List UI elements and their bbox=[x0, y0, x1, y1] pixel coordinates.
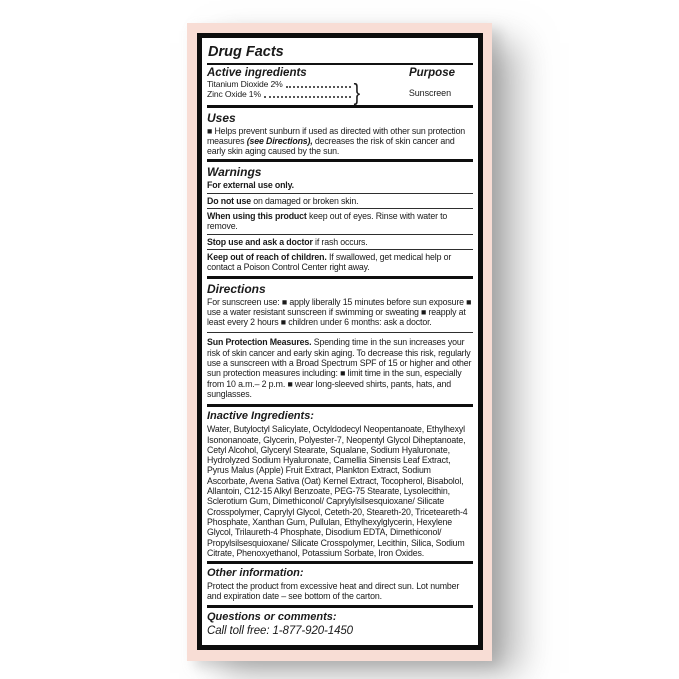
section-divider bbox=[207, 561, 473, 564]
warning-text: If swallowed, get medical help or contact a Poison Control Center right away. bbox=[207, 251, 452, 273]
other-information-text: Protect the product from excessive heat and direct sun. Lot number and expiration date – see bottom of the carton. bbox=[207, 581, 460, 602]
active-ingredients-heading: Active ingredients bbox=[207, 67, 307, 79]
active-ingredients-section bbox=[207, 66, 473, 105]
purpose-value: Sunscreen bbox=[408, 88, 451, 98]
warning-bold: Do not use bbox=[207, 195, 251, 206]
drug-facts-label bbox=[197, 33, 483, 650]
warning-bold: Keep out of reach of children. bbox=[207, 251, 327, 262]
toll-free-number: Call toll free: 1-877-920-1450 bbox=[207, 624, 353, 637]
directions-sub-divider bbox=[207, 332, 473, 333]
other-information-heading: Other information: bbox=[207, 567, 304, 580]
uses-text bbox=[207, 126, 473, 157]
warning-stop-use bbox=[207, 237, 473, 247]
ingredient-name: Zinc Oxide 1% bbox=[207, 88, 261, 99]
warning-external-use bbox=[207, 180, 473, 190]
sun-protection-measures bbox=[207, 337, 473, 399]
sun-protection-text: Spending time in the sun increases your risk of skin cancer and early skin aging. To decrease this risk, regularly use a sunscreen with a Broad Spectrum SPF of 15 or higher and other sun protection measures including: ■ limit time in the sun, especially from 10 a.m.– 2 p.m. ■ wear long-sleeved shirts, pants, hats, and sunglasses. bbox=[207, 337, 472, 399]
section-divider bbox=[207, 105, 473, 108]
uses-heading: Uses bbox=[207, 110, 236, 125]
warning-text: on damaged or broken skin. bbox=[250, 195, 359, 206]
warning-when-using bbox=[207, 211, 473, 232]
section-divider bbox=[207, 404, 473, 407]
dotted-leader bbox=[264, 96, 351, 98]
warning-divider bbox=[207, 193, 473, 194]
warnings-heading: Warnings bbox=[207, 165, 262, 180]
warning-do-not-use bbox=[207, 196, 473, 206]
uses-text-emphasis: (see Directions), bbox=[246, 135, 313, 146]
warning-text: if rash occurs. bbox=[312, 236, 368, 247]
warning-bold: Stop use and ask a doctor bbox=[207, 236, 313, 247]
sun-protection-bold: Sun Protection Measures. bbox=[207, 337, 312, 348]
ingredient-row-zinc-oxide bbox=[207, 90, 353, 100]
questions-heading: Questions or comments: bbox=[207, 610, 337, 623]
warning-bold: When using this product bbox=[207, 211, 307, 222]
warning-divider bbox=[207, 249, 473, 250]
uses-text-pre: Helps prevent sunburn if used as directed with other sun protection measures bbox=[207, 125, 466, 146]
directions-text: For sunscreen use: ■ apply liberally 15 minutes before sun exposure ■ use a water resistant sunscreen if swimming or sweating ■ reapply at least every 2 hours ■ children under 6 months: ask a doctor. bbox=[207, 296, 472, 328]
warning-text: keep out of eyes. Rinse with water to remove. bbox=[207, 211, 448, 232]
section-divider bbox=[207, 276, 473, 279]
drug-facts-title: Drug Facts bbox=[208, 44, 284, 60]
section-divider bbox=[207, 159, 473, 162]
dotted-leader bbox=[286, 86, 351, 88]
warning-keep-out-of-reach bbox=[207, 252, 473, 273]
inactive-ingredients-heading: Inactive Ingredients: bbox=[207, 410, 314, 423]
warning-divider bbox=[207, 208, 473, 209]
brace-glyph: } bbox=[353, 79, 361, 105]
bullet-square: ■ bbox=[207, 125, 215, 136]
warning-bold: For external use only. bbox=[207, 180, 294, 191]
section-divider bbox=[207, 605, 473, 608]
inactive-ingredients-text: Water, Butyloctyl Salicylate, Octyldodecyl Neopentanoate, Ethylhexyl Isononanoate, Glycerin, Polyester-7, Neopentyl Glycol Diheptanoate, Cetyl Alcohol, Glyceryl Stearate, Squalane, Sodium Hyaluronate, Hydrolyzed Sodium Hyaluronate, Camellia Sinensis Leaf Extract, Pyrus Malus (Apple) Fruit Extract, Plankton Extract, Sodium Ascorbate, Avena Sativa (Oat) Kernel Extract, Tocopherol, Bisabolol, Allantoin, C12-15 Alkyl Benzoate, PEG-75 Stearate, Lysolecithin, Sclerotium Gum, Dimethiconol/ Caprylylsilsesquioxane/ Silicate Crosspolymer, Caprylyl Glycol, Ceteth-20, Steareth-20, Triceteareth-4 Phosphate, Xanthan Gum, Pullulan, Ethylhexylglycerin, Hexylene Glycol, Trilaureth-4 Phosphate, Disodium EDTA, Dimethiconol/ Propylsilsesquioxane/ Silicate Crosspolymer, Lecithin, Silica, Sodium Citrate, Phenoxyethanol, Potassium Sorbate, Iron Oxides. bbox=[207, 424, 468, 558]
active-ingredients-header-row bbox=[207, 66, 473, 80]
product-carton bbox=[187, 23, 492, 661]
purpose-heading: Purpose bbox=[408, 67, 455, 79]
title-divider bbox=[207, 63, 473, 65]
warning-divider bbox=[207, 234, 473, 235]
ingredient-name: Titanium Dioxide 2% bbox=[207, 79, 283, 89]
directions-heading: Directions bbox=[207, 281, 266, 296]
uses-text-post: decreases the risk of skin cancer and early skin aging caused by the sun. bbox=[207, 135, 455, 157]
